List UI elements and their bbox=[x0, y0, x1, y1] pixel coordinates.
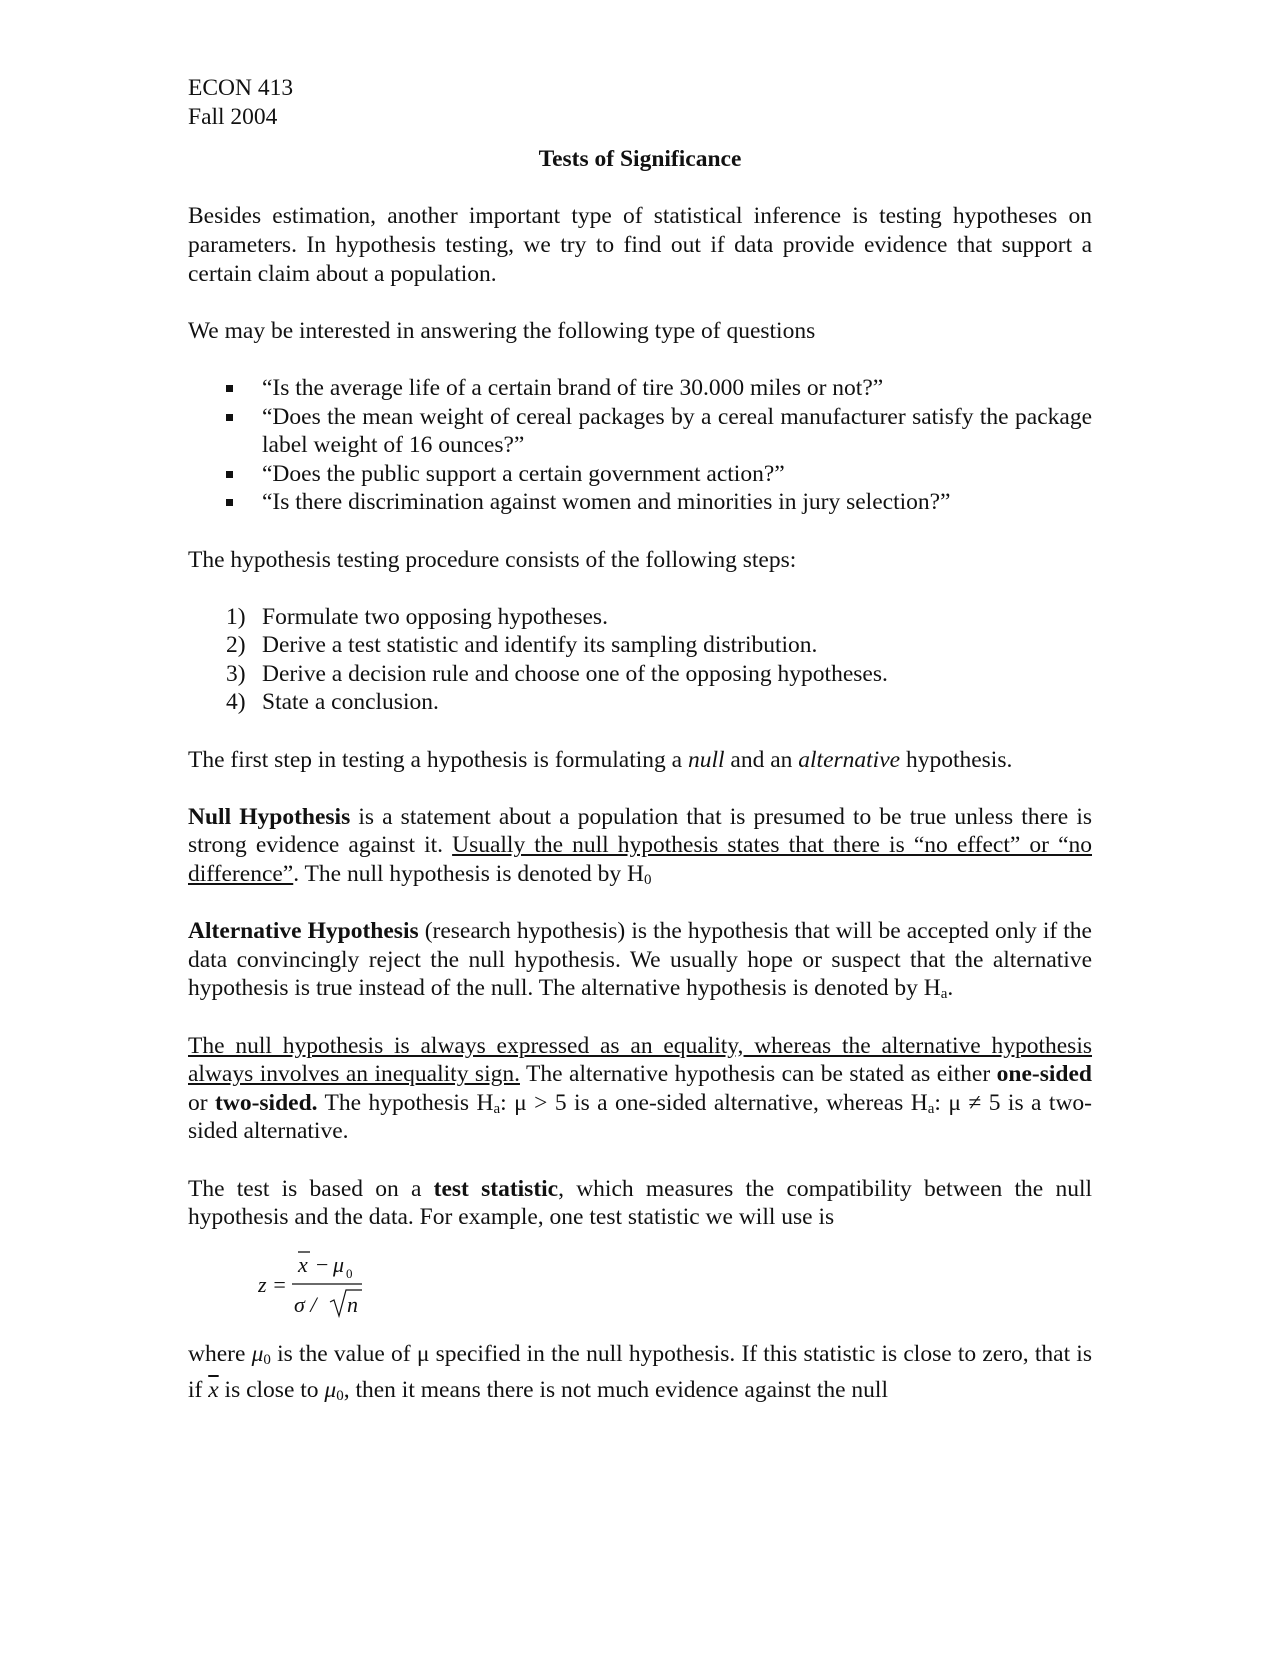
course-code: ECON 413 bbox=[188, 75, 294, 101]
course-term: Fall 2004 bbox=[188, 103, 278, 130]
steps-lead: The hypothesis testing procedure consists of the following steps: bbox=[188, 546, 797, 573]
formula-mu-sub: 0 bbox=[346, 1265, 353, 1281]
questions-list bbox=[188, 374, 1092, 517]
list-item: 1) Formulate two opposing hypotheses. bbox=[226, 603, 608, 630]
bullet-icon bbox=[226, 499, 233, 506]
null-hypothesis-term: Null Hypothesis bbox=[188, 803, 351, 830]
formula-n: n bbox=[347, 1291, 358, 1317]
bullet-icon bbox=[226, 385, 233, 392]
questions-lead: We may be interested in answering the following type of questions bbox=[188, 317, 816, 344]
formula-denominator: σ / bbox=[294, 1291, 317, 1317]
list-item: 2) Derive a test statistic and identify its sampling distribution. bbox=[226, 632, 818, 659]
alternative-hypothesis-term: Alternative Hypothesis bbox=[188, 918, 419, 945]
bullet-icon bbox=[226, 414, 233, 421]
list-item: “Does the public support a certain government action?” bbox=[188, 460, 1092, 489]
list-item: “Does the mean weight of cereal packages by a cereal manufacturer satisfy the package label weight of 16 ounces?” bbox=[188, 403, 1092, 460]
document-title: Tests of Significance bbox=[538, 146, 742, 173]
bullet-icon bbox=[226, 471, 233, 478]
formula-mu: μ bbox=[333, 1251, 345, 1277]
equality-paragraph: The null hypothesis is always expressed as an equality, whereas the alternative hypothesis always involves an inequality sign. The alternative hypothesis can be stated as either one-sided or two-sided. The hypothesis $H_a$: μ > 5 is a one-sided alternative, whereas $H_a$: μ ≠ 5 is a two-sided alternative. bbox=[188, 1032, 1092, 1145]
formula-xbar: x bbox=[298, 1251, 308, 1277]
formula-minus: − bbox=[316, 1251, 329, 1277]
list-item: 4) State a conclusion. bbox=[226, 689, 439, 716]
alternative-hypothesis-paragraph: Alternative Hypothesis (research hypothesis) is the hypothesis that will be accepted only if the data convincingly reject the null hypothesis. We usually hope or suspect that the alternative hypothesis is true instead of the null. The alternative hypothesis is denoted by $H_a$. bbox=[188, 918, 1092, 1003]
list-item: 3) Derive a decision rule and choose one of the opposing hypotheses. bbox=[226, 660, 888, 687]
test-statistic-paragraph: The test is based on a test statistic, which measures the compatibility between the null hypothesis and the data. For example, one test statistic we will use is bbox=[188, 1175, 1093, 1231]
formula-lhs: z = bbox=[258, 1271, 287, 1297]
intro-paragraph: Besides estimation, another important type of statistical inference is testing hypotheses on parameters. In hypothesis testing, we try to find out if data provide evidence that support a certain claim about a population. bbox=[188, 203, 1092, 287]
null-hypothesis-paragraph: Null Hypothesis is a statement about a population that is presumed to be true unless there is strong evidence against it. Usually the null hypothesis states that there is “no effect” or “no difference”. The null hypothesis is denoted by $H_0$ bbox=[188, 803, 1092, 889]
where-paragraph: where $\mu_0$ is the value of μ specified in the null hypothesis. If this statistic is close to zero, that is if $\overline{x}$ is close to $\mu_0$, then it means there is not much evidence against the null bbox=[188, 1340, 1092, 1404]
steps-list bbox=[188, 603, 1092, 717]
list-item: “Is the average life of a certain brand of tire 30.000 miles or not?” bbox=[188, 374, 1092, 403]
formula-graphic bbox=[258, 1240, 398, 1330]
z-statistic-formula bbox=[188, 1232, 1092, 1336]
document-page bbox=[188, 74, 1092, 1408]
list-item: “Is there discrimination against women and minorities in jury selection?” bbox=[188, 488, 1092, 517]
first-step-paragraph: The first step in testing a hypothesis is formulating a null and an alternative hypothesis. bbox=[188, 746, 1013, 773]
